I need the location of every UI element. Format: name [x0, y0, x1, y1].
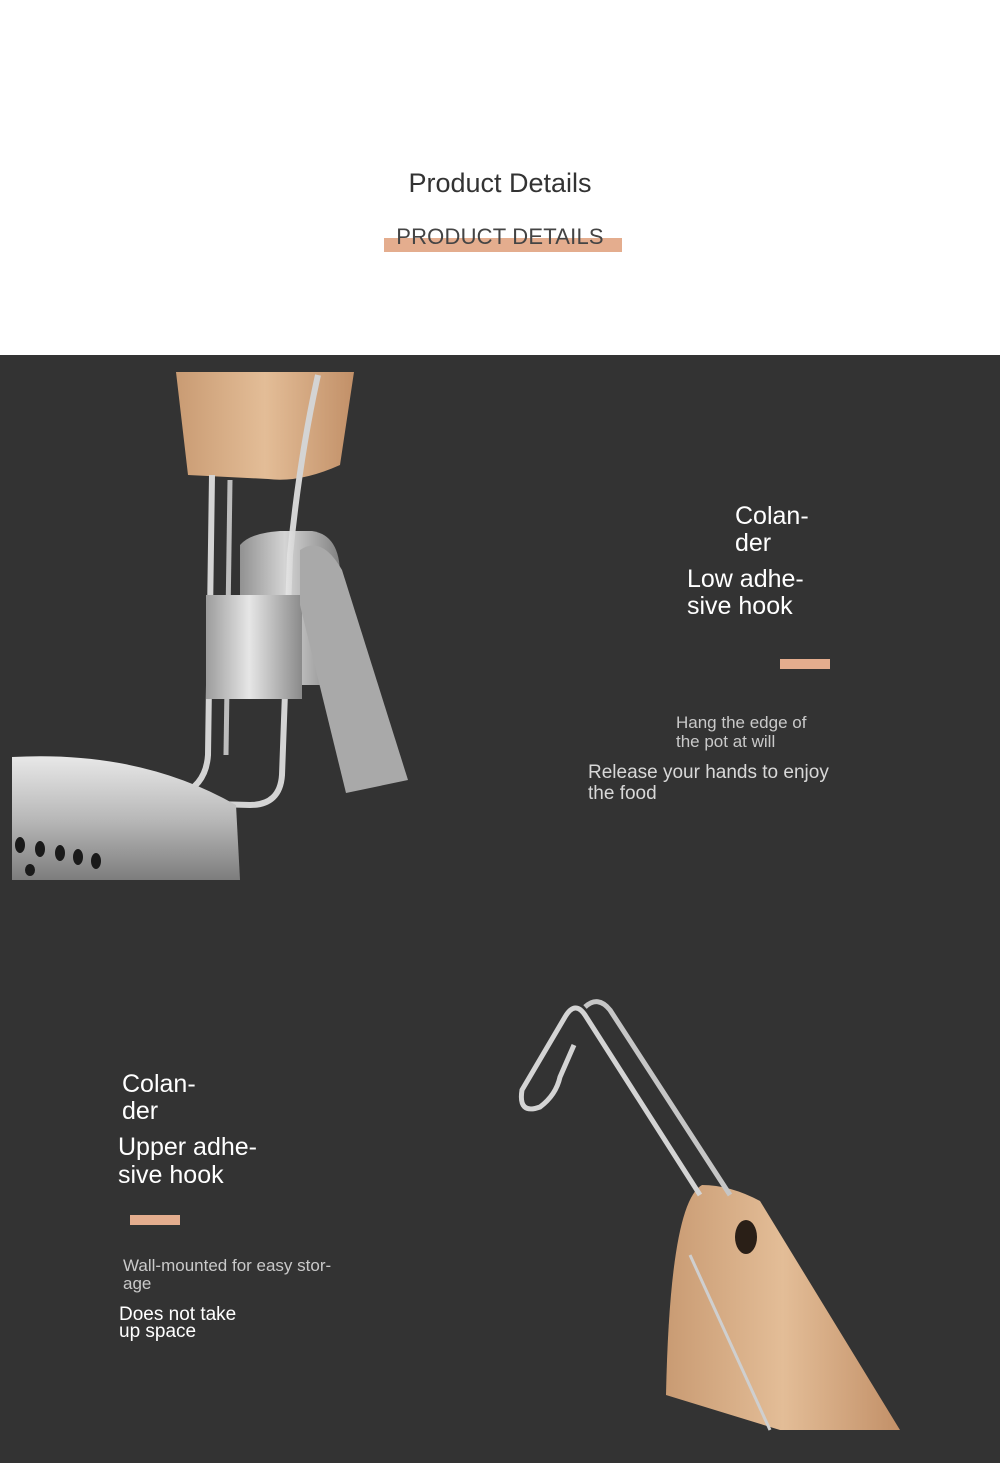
feature-upper-desc1-line1: Wall-mounted for easy stor- — [123, 1256, 332, 1275]
feature-upper-name-line1: Colan- — [122, 1070, 196, 1098]
feature-upper-desc2-line1: Does not take — [119, 1304, 237, 1325]
feature-low-type-line2: sive hook — [687, 592, 793, 620]
feature-low-type-line1: Low adhe- — [687, 565, 804, 593]
feature-upper-accent-bar — [130, 1215, 180, 1225]
feature-upper-desc1-line2: age — [123, 1274, 152, 1293]
wooden-handle-bottom — [666, 1185, 900, 1430]
feature-low-name-line2: der — [735, 529, 772, 557]
feature-low-desc1-line2: the pot at will — [676, 732, 776, 751]
feature-low-accent-bar — [780, 659, 830, 669]
feature-upper-type-line2: sive hook — [118, 1161, 224, 1189]
feature-low-desc2-line1: Release your hands to enjoy — [588, 762, 829, 783]
feature-upper-name-line2: der — [122, 1097, 159, 1125]
feature-upper-type-line1: Upper adhe- — [118, 1133, 257, 1161]
wooden-handle-top — [176, 372, 354, 480]
feature-low-name-line1: Colan- — [735, 502, 809, 530]
page-title: Product Details — [408, 168, 592, 198]
feature-low-desc1-line1: Hang the edge of — [676, 713, 807, 732]
product-showcase — [0, 355, 1000, 1463]
feature-upper-desc2-line2: up space — [119, 1321, 197, 1342]
hook-on-pot-image — [0, 355, 1000, 1463]
page-subtitle: PRODUCT DETAILS — [396, 224, 604, 249]
header-section — [0, 0, 1000, 355]
feature-low-desc2-line2: the food — [588, 783, 657, 804]
